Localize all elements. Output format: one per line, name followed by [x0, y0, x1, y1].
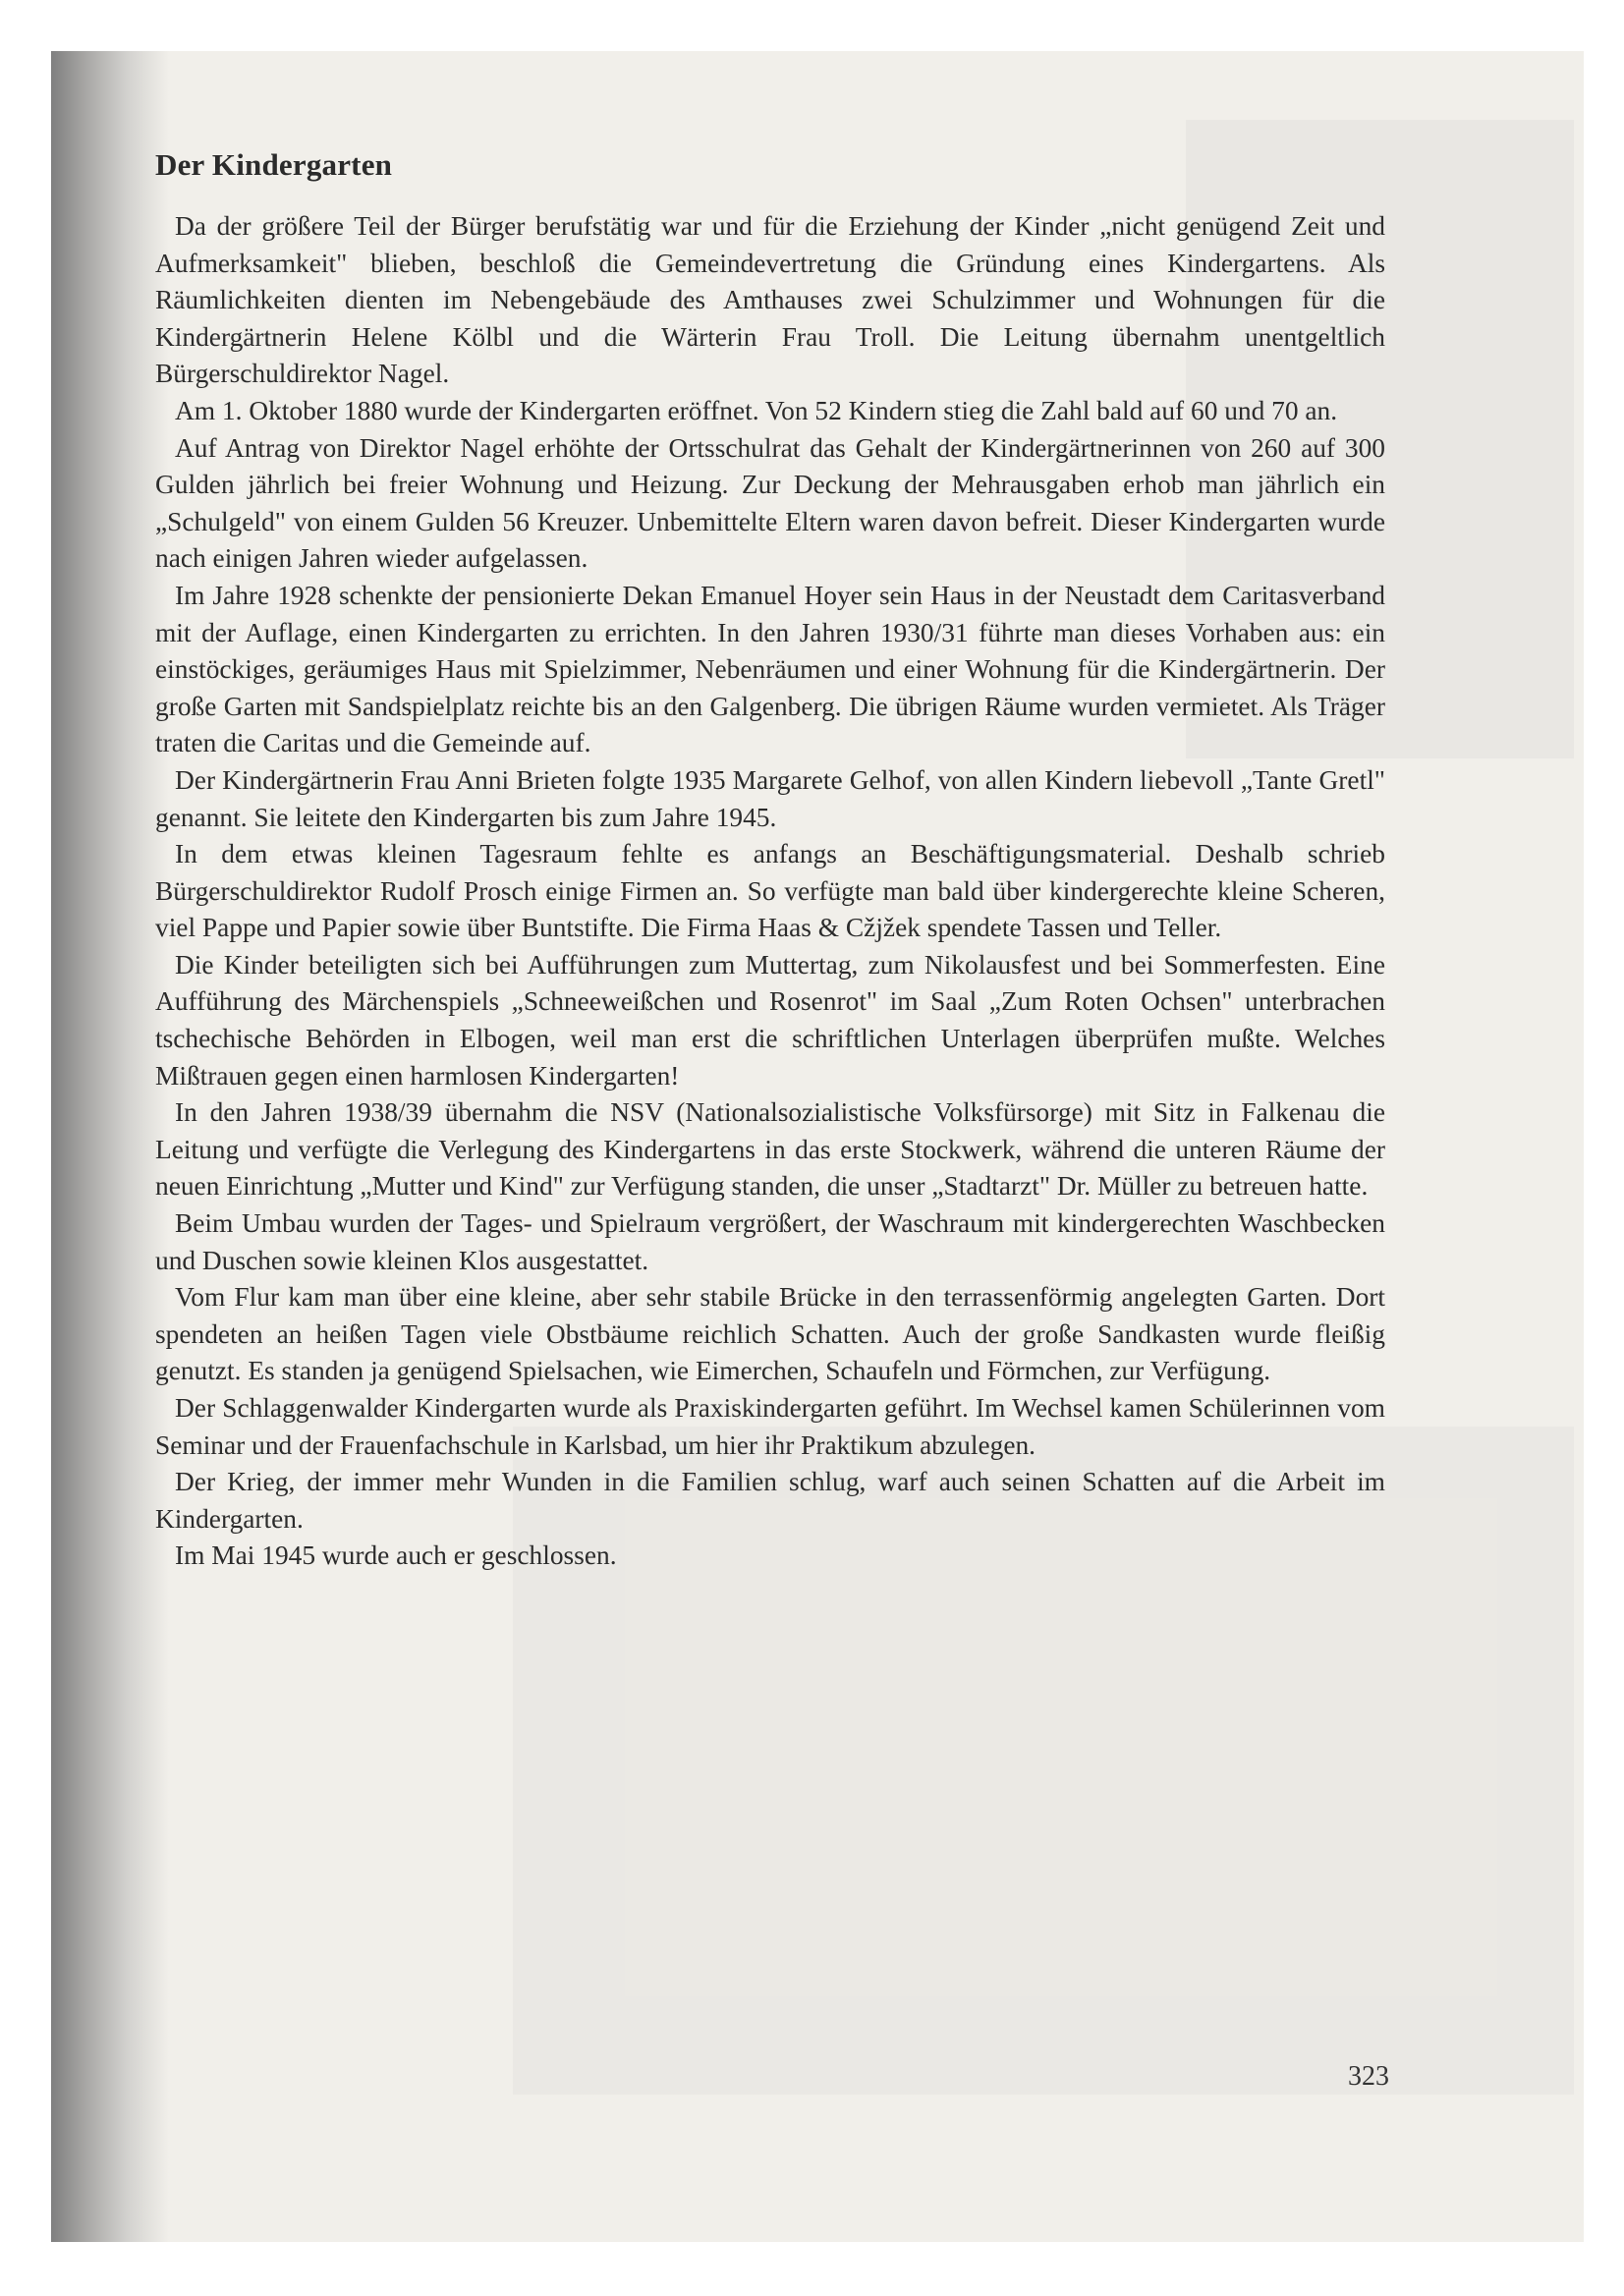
- article: [155, 147, 1385, 1575]
- paragraph: Der Krieg, der immer mehr Wunden in die Familien schlug, warf auch seinen Schatten auf die Arbeit im Kindergarten.: [155, 1467, 1385, 1534]
- paragraph: Im Jahre 1928 schenkte der pensionierte Dekan Emanuel Hoyer sein Haus in der Neustadt dem Caritasverband mit der Auflage, einen Kindergarten zu errichten. In den Jahren 1930/31 führte man dieses Vorhaben aus: ein einstöckiges, geräumiges Haus mit Spielzimmer, Nebenräumen und einer Wohnung für die Kindergärtnerin. Der große Garten mit Sandspielplatz reichte bis an den Galgenberg. Die übrigen Räume wurden vermietet. Als Träger traten die Caritas und die Gemeinde auf.: [155, 580, 1385, 758]
- section-heading: Der Kindergarten: [155, 147, 393, 182]
- page-number: 323: [1348, 2061, 1389, 2092]
- paragraph: Der Kindergärtnerin Frau Anni Brieten folgte 1935 Margarete Gelhof, von allen Kindern liebevoll „Tante Gretl" genannt. Sie leitete den Kindergarten bis zum Jahre 1945.: [155, 764, 1385, 832]
- paragraph: Auf Antrag von Direktor Nagel erhöhte der Ortsschulrat das Gehalt der Kindergärtnerinnen von 260 auf 300 Gulden jährlich bei freier Wohnung und Heizung. Zur Deckung der Mehrausgaben erhob man jährlich ein „Schulgeld" von einem Gulden 56 Kreuzer. Unbemittelte Eltern waren davon befreit. Dieser Kindergarten wurde nach einigen Jahren wieder aufgelassen.: [155, 432, 1385, 574]
- paragraph: Beim Umbau wurden der Tages- und Spielraum vergrößert, der Waschraum mit kindergerechten Waschbecken und Duschen sowie kleinen Klos ausgestattet.: [155, 1208, 1385, 1275]
- paragraph: Im Mai 1945 wurde auch er geschlossen.: [175, 1540, 617, 1571]
- paragraph: Der Schlaggenwalder Kindergarten wurde als Praxiskindergarten geführt. Im Wechsel kamen Schülerinnen vom Seminar und der Frauenfachschule in Karlsbad, um hier ihr Praktikum abzulegen.: [155, 1393, 1385, 1460]
- paragraph: Die Kinder beteiligten sich bei Aufführungen zum Muttertag, zum Nikolausfest und bei Sommerfesten. Eine Aufführung des Märchenspiels „Schneeweißchen und Rosenrot" im Saal „Zum Roten Ochsen" unterbrachen tschechische Behörden in Elbogen, weil man erst die schriftlichen Unterlagen überprüfen mußte. Welches Mißtrauen gegen einen harmlosen Kindergarten!: [155, 949, 1385, 1091]
- paragraph: In den Jahren 1938/39 übernahm die NSV (Nationalsozialistische Volksfürsorge) mit Sitz in Falkenau die Leitung und verfügte die Verlegung des Kindergartens in das erste Stockwerk, während die unteren Räume der neuen Einrichtung „Mutter und Kind" zur Verfügung standen, die unser „Stadtarzt" Dr. Müller zu betreuen hatte.: [155, 1097, 1385, 1202]
- paragraph: Am 1. Oktober 1880 wurde der Kindergarten eröffnet. Von 52 Kindern stieg die Zahl bald auf 60 und 70 an.: [175, 395, 1338, 425]
- spine-shadow: [51, 51, 169, 2242]
- paragraph: In dem etwas kleinen Tagesraum fehlte es anfangs an Beschäftigungsmaterial. Deshalb schrieb Bürgerschuldirektor Rudolf Prosch einige Firmen an. So verfügte man bald über kindergerechte kleine Scheren, viel Pappe und Papier sowie über Buntstifte. Die Firma Haas & Cžjžek spendete Tassen und Teller.: [155, 839, 1385, 943]
- paragraph: Da der größere Teil der Bürger berufstätig war und für die Erziehung der Kinder „nicht genügend Zeit und Aufmerksamkeit" blieben, beschloß die Gemeindevertretung die Gründung eines Kindergartens. Als Räumlichkeiten dienten im Nebengebäude des Amthauses zwei Schulzimmer und Wohnungen für die Kindergärtnerin Helene Kölbl und die Wärterin Frau Troll. Die Leitung übernahm unentgeltlich Bürgerschuldirektor Nagel.: [155, 211, 1385, 389]
- paragraph: Vom Flur kam man über eine kleine, aber sehr stabile Brücke in den terrassenförmig angelegten Garten. Dort spendeten an heißen Tagen viele Obstbäume reichlich Schatten. Auch der große Sandkasten wurde fleißig genutzt. Es standen ja genügend Spielsachen, wie Eimerchen, Schaufeln und Förmchen, zur Verfügung.: [155, 1282, 1385, 1386]
